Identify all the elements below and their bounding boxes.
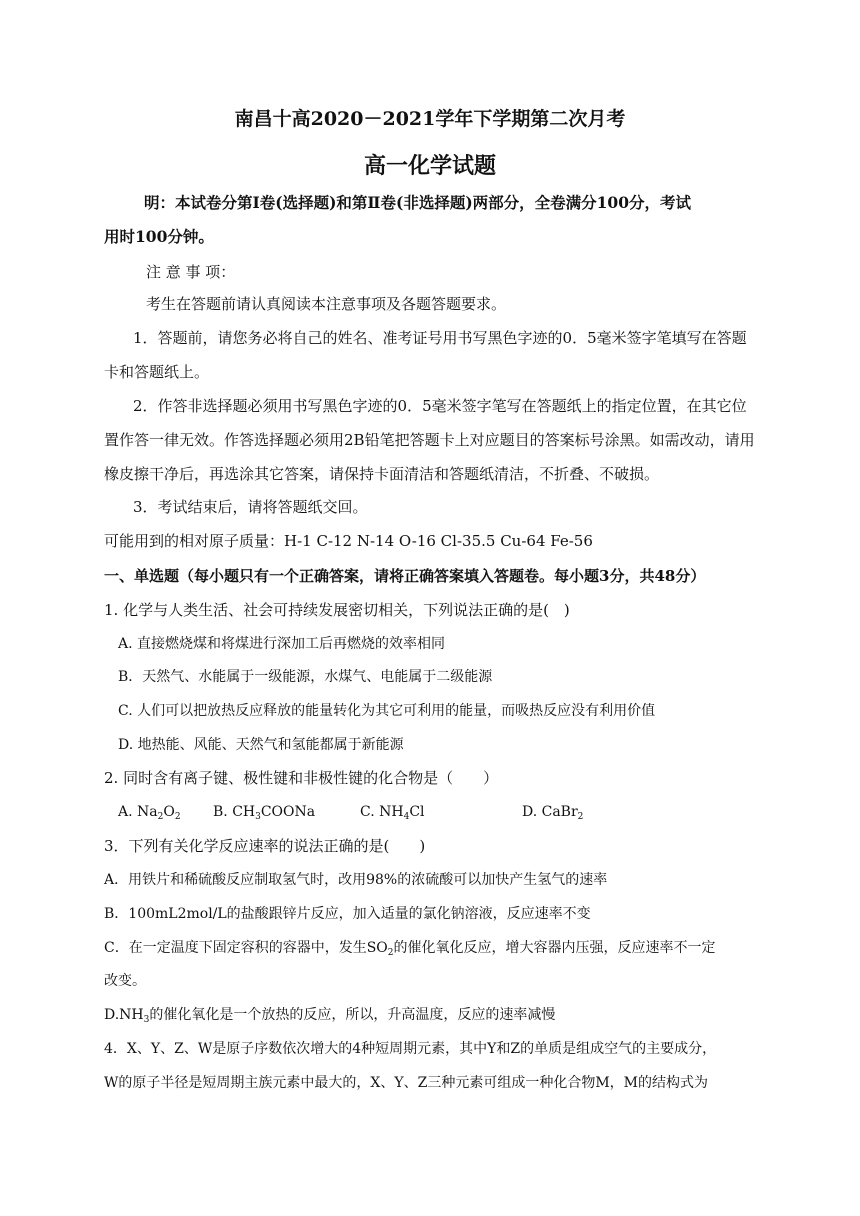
q4-line-2: W的原子半径是短周期主族元素中最大的，X、Y、Z三种元素可组成一种化合物M，M的结构式为 (104, 1075, 708, 1091)
intro-line-1: 明：本试卷分第Ⅰ卷(选择题)和第Ⅱ卷(非选择题)两部分，全卷满分100分，考试 (144, 193, 692, 212)
q2-c-post: Cl (409, 804, 425, 820)
exam-subtitle: 高一化学试题 (363, 153, 496, 179)
q1-stem: 1. 化学与人类生活、社会可持续发展密切相关，下列说法正确的是( ) (104, 601, 570, 619)
q3-c-sub: 2 (387, 948, 394, 958)
section-heading: 一、单选题（每小题只有一个正确答案，请将正确答案填入答题卷。每小题3分，共48分） (104, 567, 706, 585)
notice-item-1b: 卡和答题纸上。 (104, 363, 210, 381)
q2-d-sub: 2 (577, 812, 584, 822)
atomic-masses: 可能用到的相对原子质量：H-1 C-12 N-14 O-16 Cl-35.5 Cu-64 Fe-56 (104, 532, 593, 550)
q3-d-post: 的催化氧化是一个放热的反应，所以，升高温度，反应的速率减慢 (149, 1007, 556, 1023)
q2-c-sub: 4 (403, 812, 410, 822)
q3-option-c-line2: 改变。 (104, 973, 146, 989)
q3-d-sub: 3 (143, 1015, 150, 1025)
q3-c-text: C．在一定温度下固定容积的容器中，发生SO (104, 940, 388, 956)
exam-title: 南昌十高2020－2021学年下学期第二次月考 (234, 108, 626, 130)
q2-a-sub1: 2 (157, 812, 164, 822)
q2-d-text: D. CaBr (522, 804, 578, 820)
q1-option-d: D. 地热能、风能、天然气和氢能都属于新能源 (118, 737, 404, 753)
notice-item-3: 3．考试结束后，请将答题纸交回。 (133, 498, 368, 516)
q2-b-sub: 3 (255, 812, 261, 822)
q3-option-d (104, 1005, 555, 1030)
q2-b-text: B. CH (213, 804, 256, 820)
q2-a-text: A. Na (118, 804, 158, 820)
notice-title: 注 意 事 项： (146, 263, 236, 281)
q2-a-sub2: 2 (174, 812, 181, 822)
q2-a-mid: O (163, 804, 175, 820)
q3-d-text: D.NH (104, 1007, 144, 1023)
notice-item-1a: 1．答题前，请您务必将自己的姓名、准考证号用书写黑色字迹的0．5毫米签字笔填写在答题 (133, 329, 747, 347)
notice-item-2a: 2．作答非选择题必须用书写黑色字迹的0．5毫米签字笔写在答题纸上的指定位置，在其它位 (133, 397, 747, 415)
q3-c-post: 的催化氧化反应，增大容器内压强，反应速率不一定 (393, 940, 716, 956)
intro-line-2: 用时100分钟。 (104, 227, 214, 246)
q3-option-a: A．用铁片和稀硫酸反应制取氢气时，改用98%的浓硫酸可以加快产生氢气的速率 (104, 872, 608, 888)
q2-stem: 2. 同时含有离子键、极性键和非极性键的化合物是（ ） (104, 769, 499, 787)
q3-option-c-line1 (104, 938, 716, 963)
q2-option-b (213, 802, 315, 827)
q3-option-b: B．100mL2mol/L的盐酸跟锌片反应，加入适量的氯化钠溶液，反应速率不变 (104, 906, 591, 922)
notice-item-2c: 橡皮擦干净后，再选涂其它答案，请保持卡面清洁和答题纸清洁，不折叠、不破损。 (104, 465, 660, 483)
q1-option-b: B．天然气、水能属于一级能源，水煤气、电能属于二级能源 (118, 669, 493, 685)
q2-option-a (118, 802, 181, 827)
q2-b-post: COONa (260, 804, 316, 820)
q4-line-1: 4．X、Y、Z、W是原子序数依次增大的4种短周期元素，其中Y和Z的单质是组成空气的主要成分， (104, 1041, 717, 1057)
q2-option-d (522, 802, 583, 827)
q2-c-text: C. NH (360, 804, 404, 820)
notice-item-2b: 置作答一律无效。作答选择题必须用2B铅笔把答题卡上对应题目的答案标号涂黑。如需改动，请用 (104, 431, 755, 449)
q1-option-a: A. 直接燃烧煤和将煤进行深加工后再燃烧的效率相同 (118, 636, 446, 652)
notice-lead: 考生在答题前请认真阅读本注意事项及各题答题要求。 (146, 295, 507, 313)
q3-stem: 3．下列有关化学反应速率的说法正确的是( ) (104, 837, 426, 855)
q1-option-c: C. 人们可以把放热反应释放的能量转化为其它可利用的能量，而吸热反应没有利用价值 (118, 703, 656, 719)
q2-option-c (360, 802, 425, 827)
